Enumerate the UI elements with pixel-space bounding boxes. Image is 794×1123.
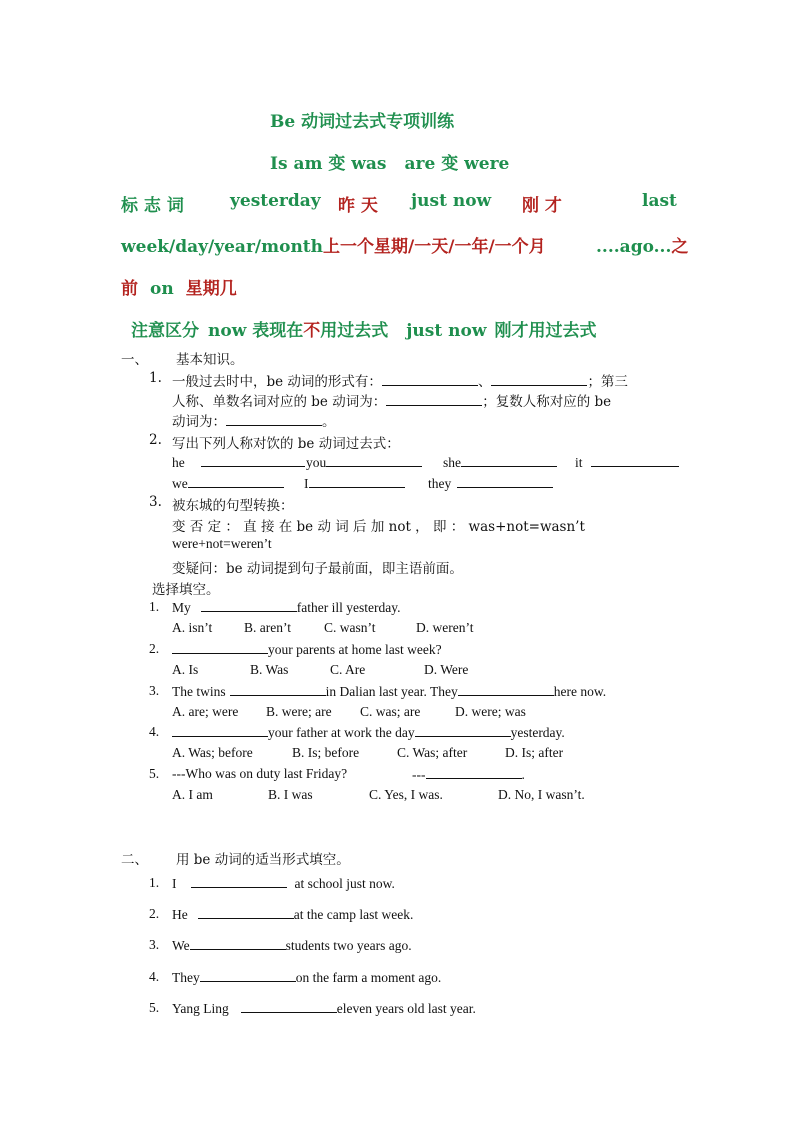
pronoun-i: I (304, 475, 405, 492)
negation-rule-2: were+not=weren’t (172, 536, 272, 551)
choice2-opt-c[interactable]: C. Are (330, 662, 366, 677)
fill3-number: 3. (149, 937, 160, 952)
blank[interactable] (188, 475, 284, 488)
choice5-opt-c[interactable]: C. Yes, I was. (369, 787, 443, 802)
pronoun-you: you (306, 454, 422, 471)
item3-number: 3. (149, 494, 162, 510)
blank[interactable] (172, 641, 268, 654)
question-rule: 变疑问：be 动词提到句子最前面，即主语前面。 (172, 561, 463, 577)
blank[interactable] (241, 1000, 337, 1013)
pronoun-he: he (172, 454, 305, 471)
choice1-number: 1. (149, 599, 160, 614)
fill4: They on the farm a moment ago. (172, 970, 442, 985)
fill4-number: 4. (149, 969, 160, 984)
item1-number: 1. (149, 370, 162, 386)
blank[interactable] (415, 724, 511, 737)
item1-line3: 动词为： 。 (172, 414, 336, 430)
rule-b: are 变 were (404, 154, 510, 174)
marker-line-3: 前 on 星期几 (121, 279, 237, 299)
item2-number: 2. (149, 432, 162, 448)
choice5-question: ---Who was on duty last Friday? (172, 766, 348, 781)
choice2-opt-d[interactable]: D. Were (424, 662, 469, 677)
blank[interactable] (172, 724, 268, 737)
item3-text: 被东城的句型转换： (172, 498, 294, 514)
item1-line1: 一般过去时中，be 动词的形式有： 、 ；第三 (172, 374, 628, 390)
negation-rule: 变 否 定 ： 直 接 在 be 动 词 后 加 not ， 即 ： was+not=wasn’t (172, 519, 585, 535)
choice3-opt-a[interactable]: A. are; were (172, 704, 239, 719)
blank[interactable] (230, 683, 326, 696)
choice3-number: 3. (149, 683, 160, 698)
fill2: He at the camp last week. (172, 907, 414, 922)
marker-last: last (642, 191, 677, 211)
choice4-number: 4. (149, 724, 160, 739)
note-line: 注意区分 now 表现在不用过去式 just now 刚才用过去式 (131, 321, 597, 341)
blank[interactable] (200, 969, 296, 982)
blank[interactable] (386, 393, 482, 406)
blank[interactable] (461, 454, 557, 467)
choice2-question: your parents at home last week? (172, 641, 442, 658)
blank[interactable] (457, 475, 553, 488)
choice2-opt-b[interactable]: B. Was (250, 662, 289, 677)
blank[interactable] (190, 937, 286, 950)
choice3-question: The twins in Dalian last year. They here now. (172, 684, 607, 699)
section1-title: 基本知识。 (176, 352, 244, 368)
section2-title: 用 be 动词的适当形式填空。 (176, 852, 350, 868)
blank[interactable] (491, 373, 587, 386)
choice4-opt-b[interactable]: B. Is; before (292, 745, 360, 760)
rule-line (270, 149, 509, 174)
choice1-opt-c[interactable]: C. wasn’t (324, 620, 376, 635)
fill5-number: 5. (149, 1000, 160, 1015)
page-title: Be 动词过去式专项训练 (270, 112, 455, 132)
marker-line-2: week/day/year/month上一个星期/一天/一年/一个月 (121, 237, 546, 257)
marker-just-now-meaning: 刚 才 (522, 196, 562, 216)
pronoun-it: it (575, 454, 679, 471)
item1-line2: 人称、单数名词对应的 be 动词为： ；复数人称对应的 be (172, 394, 612, 410)
marker-label: 标 志 词 (121, 196, 184, 216)
choice5-opt-d[interactable]: D. No, I wasn’t. (498, 787, 585, 802)
choice1-question: My father ill yesterday. (172, 600, 401, 615)
marker-yesterday-meaning: 昨 天 (338, 196, 378, 216)
choice1-opt-a[interactable]: A. isn’t (172, 620, 213, 635)
fill1: I at school just now. (172, 876, 395, 891)
marker-yesterday: yesterday (230, 191, 321, 211)
item2-text: 写出下列人称对饮的 be 动词过去式： (172, 436, 400, 452)
blank[interactable] (201, 599, 297, 612)
section2-number: 二、 (121, 852, 148, 868)
rule-a: Is am 变 was (270, 154, 387, 174)
blank[interactable] (458, 683, 554, 696)
choice-title: 选择填空。 (152, 582, 220, 598)
fill3: We students two years ago. (172, 938, 412, 953)
pronoun-we: we (172, 475, 284, 492)
pronoun-she: she (443, 454, 557, 471)
blank[interactable] (226, 413, 322, 426)
choice5-answer: --- . (412, 767, 525, 782)
choice2-opt-a[interactable]: A. Is (172, 662, 199, 677)
choice5-opt-b[interactable]: B. I was (268, 787, 313, 802)
choice5-opt-a[interactable]: A. I am (172, 787, 213, 802)
blank[interactable] (426, 766, 522, 779)
section1-number: 一、 (121, 352, 148, 368)
blank[interactable] (198, 906, 294, 919)
choice1-opt-b[interactable]: B. aren’t (244, 620, 291, 635)
fill5: Yang Ling eleven years old last year. (172, 1001, 476, 1016)
choice3-opt-b[interactable]: B. were; are (266, 704, 332, 719)
choice2-number: 2. (149, 641, 160, 656)
choice4-opt-d[interactable]: D. Is; after (505, 745, 564, 760)
fill1-number: 1. (149, 875, 160, 890)
blank[interactable] (309, 475, 405, 488)
choice3-opt-c[interactable]: C. was; are (360, 704, 421, 719)
blank[interactable] (191, 875, 287, 888)
blank[interactable] (591, 454, 679, 467)
blank[interactable] (382, 373, 478, 386)
pronoun-they: they (428, 475, 553, 492)
choice1-opt-d[interactable]: D. weren’t (416, 620, 474, 635)
fill2-number: 2. (149, 906, 160, 921)
choice4-opt-a[interactable]: A. Was; before (172, 745, 253, 760)
choice4-opt-c[interactable]: C. Was; after (397, 745, 468, 760)
blank[interactable] (326, 454, 422, 467)
choice5-number: 5. (149, 766, 160, 781)
blank[interactable] (201, 454, 305, 467)
choice4-question: your father at work the day yesterday. (172, 724, 565, 741)
marker-just-now: just now (411, 191, 492, 211)
marker-ago: ....ago...之 (596, 237, 689, 257)
choice3-opt-d[interactable]: D. were; was (455, 704, 526, 719)
